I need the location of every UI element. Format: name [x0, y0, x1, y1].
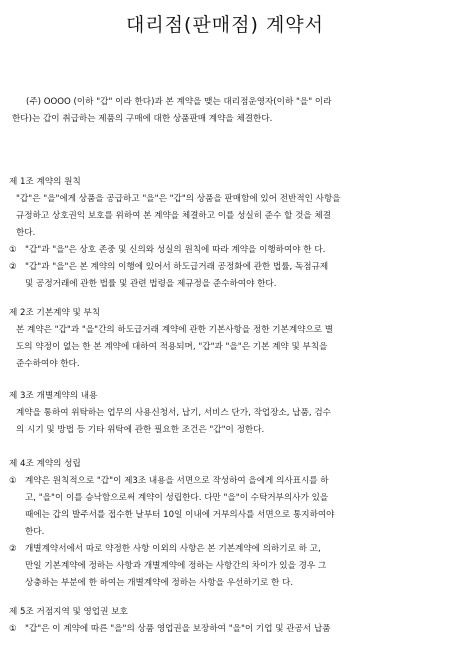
article-1 [9, 174, 439, 293]
intro-line: 한다)는 갑이 취급하는 제품의 구매에 대한 상품판매 계약을 체결한다. [12, 114, 273, 124]
item-number: ① [9, 476, 17, 486]
article-3 [9, 388, 439, 439]
article-body-line: 의 시기 및 방법 등 기타 위탁에 관한 필요한 조건은 "갑"이 정한다. [16, 425, 265, 435]
item-line: "갑"과 "을"은 상호 존중 및 신의와 성실의 원칙에 따라 계약을 이행하여야 한 다. [25, 245, 326, 255]
article-body-line: 도의 약정이 없는 한 본 계약에 대하여 적용되며, "갑"과 "을"은 기본 계약 및 부칙을 [16, 342, 328, 352]
article-item [9, 473, 439, 541]
article-title: 제 2조 기본계약 및 부칙 [9, 308, 101, 318]
item-line: 상충하는 부분에 한 하여는 개별계약에 정하는 사항을 우선하기로 한 다. [25, 578, 294, 588]
article-title: 제 4조 계약의 성립 [9, 459, 81, 469]
article-title: 제 3조 개별계약의 내용 [9, 391, 98, 401]
article-body-line: 규정하고 상호권익 보호를 위하여 본 계약을 체결하고 이를 성실히 준수 할 것을 체결 [16, 211, 332, 221]
item-line: "갑"은 이 계약에 따른 "을"의 상품 영업권을 보장하여 "을"이 기업 및 관공서 납품 [25, 624, 331, 634]
article-body-line: "갑"은 "을"에게 상품을 공급하고 "을"은 "갑"의 상품을 판매함에 있어 전반적인 사항을 [16, 194, 341, 204]
item-line: "갑"과 "을"은 본 계약의 이행에 있어서 하도급거래 공정화에 관한 법률, 독점규제 [25, 262, 329, 272]
article-item [9, 259, 439, 293]
item-line: 개별계약서에서 따로 약정한 사항 이외의 사항은 본 기본계약에 의하기로 하 고, [25, 544, 321, 554]
article-item [9, 621, 439, 638]
article-2 [9, 305, 439, 373]
article-body-line: 한다. [16, 228, 36, 238]
intro-paragraph [12, 94, 436, 128]
article-item [9, 541, 439, 592]
article-body-line: 준수하여야 한다. [16, 359, 80, 369]
document-title: 대리점(판매점) 계약서 [125, 14, 325, 36]
article-body-line: 본 계약은 "갑"과 "을"간의 하도급거래 계약에 관한 기본사항을 정한 기본계약으로 별 [16, 325, 334, 335]
item-line: 한다. [25, 527, 45, 537]
item-line: 및 공정거래에 관한 법률 및 관련 법령을 제규정을 준수하여야 한다. [25, 279, 277, 289]
article-title: 제 5조 거점지역 및 영업권 보호 [9, 607, 128, 617]
article-title: 제 1조 계약의 원칙 [9, 177, 81, 187]
article-5 [9, 604, 439, 638]
article-body-line: 계약을 통하여 위탁하는 업무의 사용신청서, 납기, 서비스 단가, 작업장소, 납품, 검수 [16, 408, 331, 418]
item-number: ② [9, 262, 17, 272]
item-number: ② [9, 544, 17, 554]
intro-line: (주) OOOO (이하 "갑" 이라 한다)과 본 계약을 맺는 대리점운영자(이하 "을" 이라 [26, 97, 332, 107]
article-4 [9, 456, 439, 592]
item-number: ① [9, 624, 17, 634]
item-line: 고, "을"이 이를 승낙함으로써 계약이 성립한다. 다만 "을"이 수탁거부의사가 있을 [25, 493, 329, 503]
item-line: 때에는 갑의 발주서를 접수한 날부터 10일 이내에 거부의사를 서면으로 통지하여야 [25, 510, 335, 520]
item-line: 만일 기본계약에 정하는 사항과 개별계약에 정하는 사항간의 차이가 있을 경우 그 [25, 561, 327, 571]
item-number: ① [9, 245, 17, 255]
article-item [9, 242, 439, 259]
item-line: 계약은 원칙적으로 "갑"이 제3조 내용을 서면으로 작성하여 을에게 의사표시를 하 [25, 476, 329, 486]
